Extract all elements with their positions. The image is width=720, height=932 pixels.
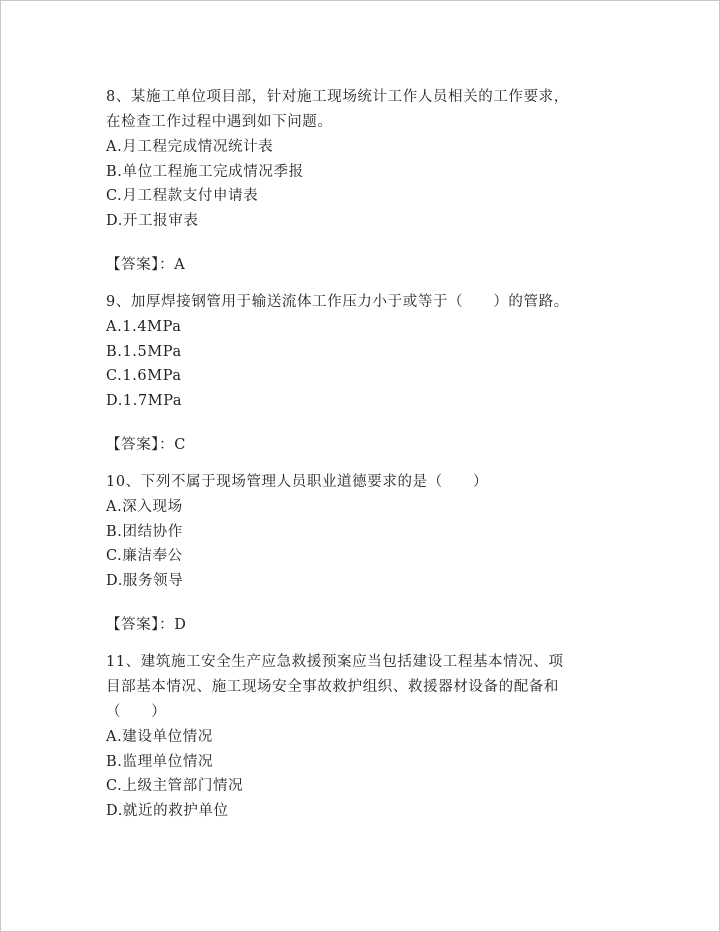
question-10-option-b: B.团结协作 <box>106 523 183 540</box>
question-8-option-d: D.开工报审表 <box>106 212 199 229</box>
question-11-line-3: （ ） <box>106 704 167 720</box>
question-8-option-c: C.月工程款支付申请表 <box>106 188 259 204</box>
question-11-line-1: 11、建筑施工安全生产应急救援预案应当包括建设工程基本情况、项 <box>106 654 564 670</box>
question-10-option-c: C.廉洁奉公 <box>106 548 183 564</box>
question-8-line-1: 8、某施工单位项目部，针对施工现场统计工作人员相关的工作要求， <box>106 89 569 105</box>
question-10-line-1: 10、下列不属于现场管理人员职业道德要求的是（ ） <box>106 474 489 490</box>
question-10 <box>106 470 611 650</box>
question-list <box>106 85 611 823</box>
question-11 <box>106 650 611 823</box>
question-8-option-a: A.月工程完成情况统计表 <box>106 139 274 155</box>
question-8 <box>106 85 611 290</box>
question-10-option-d: D.服务领导 <box>106 572 184 589</box>
question-11-option-a: A.建设单位情况 <box>106 729 213 745</box>
question-10-answer: 【答案】：D <box>106 617 187 633</box>
question-10-option-a: A.深入现场 <box>106 499 183 515</box>
question-9-option-d: D.1.7MPa <box>106 392 183 409</box>
question-8-option-b: B.单位工程施工完成情况季报 <box>106 163 304 180</box>
question-11-line-2: 目部基本情况、施工现场安全事故救护组织、救援器材设备的配备和 <box>106 679 559 695</box>
question-8-line-2: 在检查工作过程中遇到如下问题。 <box>106 114 333 130</box>
question-11-option-c: C.上级主管部门情况 <box>106 778 244 794</box>
question-9 <box>106 290 611 470</box>
question-9-line-1: 9、加厚焊接钢管用于输送流体工作压力小于或等于（ ）的管路。 <box>106 294 569 310</box>
question-11-option-b: B.监理单位情况 <box>106 753 214 770</box>
question-9-option-c: C.1.6MPa <box>106 368 182 384</box>
question-9-option-a: A.1.4MPa <box>106 319 182 335</box>
question-9-option-b: B.1.5MPa <box>106 343 182 360</box>
question-11-option-d: D.就近的救护单位 <box>106 802 229 819</box>
question-9-answer: 【答案】：C <box>106 437 186 453</box>
question-8-answer: 【答案】：A <box>106 257 186 273</box>
